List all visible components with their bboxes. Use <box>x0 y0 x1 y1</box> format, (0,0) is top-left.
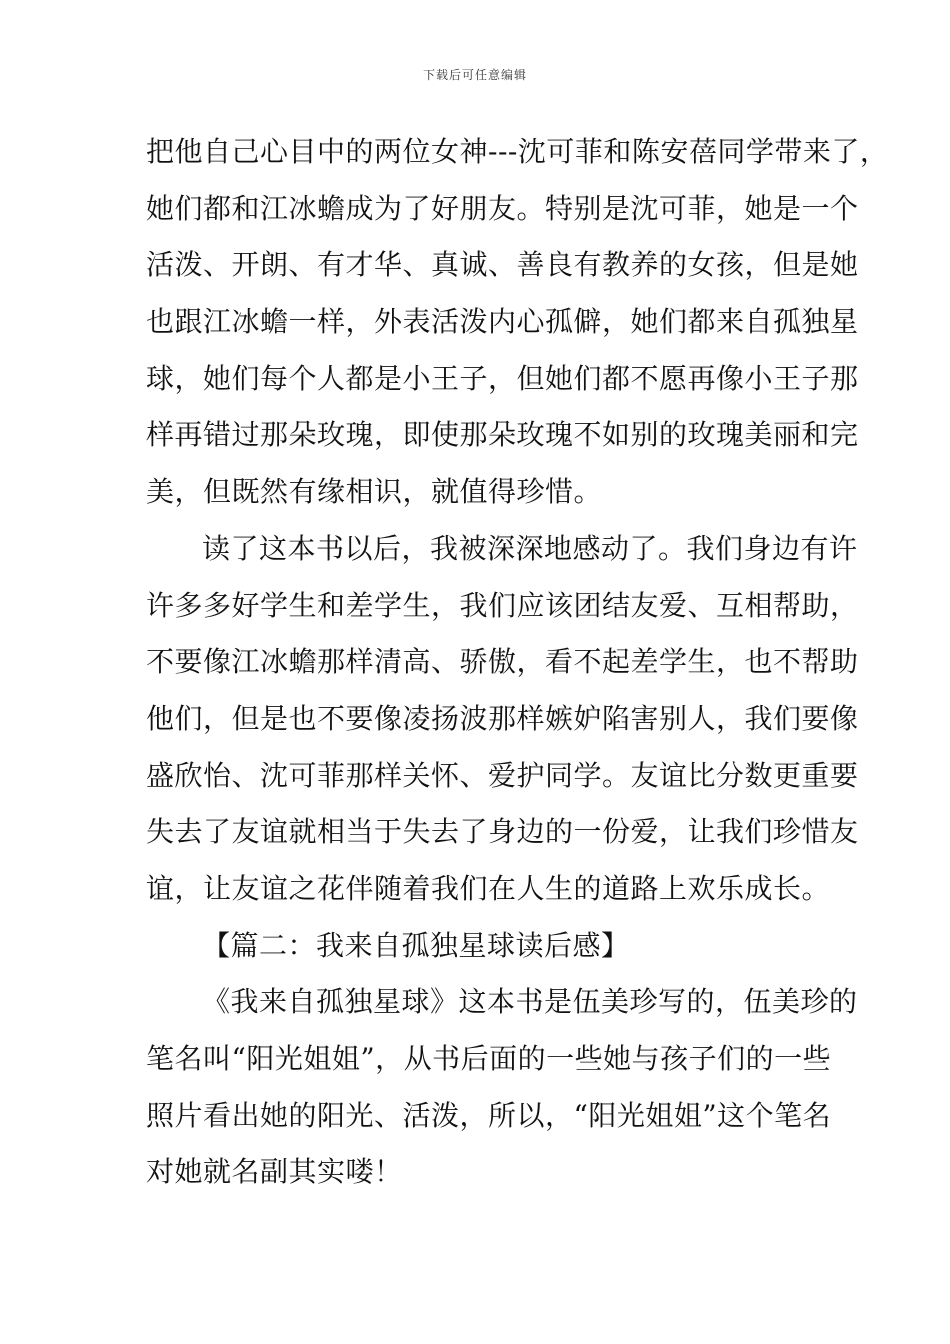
text-line: 也跟江冰蟾一样，外表活泼内心孤僻，她们都来自孤独星 <box>146 305 859 339</box>
text-line: 球，她们每个人都是小王子，但她们都不愿再像小王子那 <box>146 361 859 395</box>
text-line: 盛欣怡、沈可菲那样关怀、爱护同学。友谊比分数更重要 <box>146 758 859 792</box>
text-line: 许多多好学生和差学生，我们应该团结友爱、互相帮助， <box>146 588 859 622</box>
section-heading: 【篇二：我来自孤独星球读后感】 <box>202 928 630 962</box>
text-line: 把他自己心目中的两位女神---沈可菲和陈安蓓同学带来了， <box>146 135 889 168</box>
paragraph-start-line: 读了这本书以后，我被深深地感动了。我们身边有许 <box>202 531 858 565</box>
text-line: 照片看出她的阳光、活泼，所以，“阳光姐姐”这个笔名 <box>146 1098 832 1132</box>
paragraph-start-line: 《我来自孤独星球》这本书是伍美珍写的，伍美珍的 <box>202 985 858 1019</box>
document-body <box>146 124 889 1201</box>
text-line: 她们都和江冰蟾成为了好朋友。特别是沈可菲，她是一个 <box>146 191 859 225</box>
text-line: 不要像江冰蟾那样清高、骄傲，看不起差学生，也不帮助 <box>146 645 859 679</box>
text-line: 样再错过那朵玫瑰，即使那朵玫瑰不如别的玫瑰美丽和完 <box>146 418 859 452</box>
text-line: 美，但既然有缘相识，就值得珍惜。 <box>146 475 603 509</box>
text-line: 笔名叫“阳光姐姐”，从书后面的一些她与孩子们的一些 <box>146 1042 832 1075</box>
text-line: 对她就名副其实喽！ <box>146 1155 403 1189</box>
text-line: 失去了友谊就相当于失去了身边的一份爱，让我们珍惜友 <box>146 815 859 849</box>
text-line: 他们，但是也不要像凌扬波那样嫉妒陷害别人，我们要像 <box>146 701 859 735</box>
page-header: 下载后可任意编辑 <box>422 68 527 82</box>
text-line: 活泼、开朗、有才华、真诚、善良有教养的女孩，但是她 <box>146 248 859 282</box>
text-line: 谊，让友谊之花伴随着我们在人生的道路上欢乐成长。 <box>146 871 831 905</box>
